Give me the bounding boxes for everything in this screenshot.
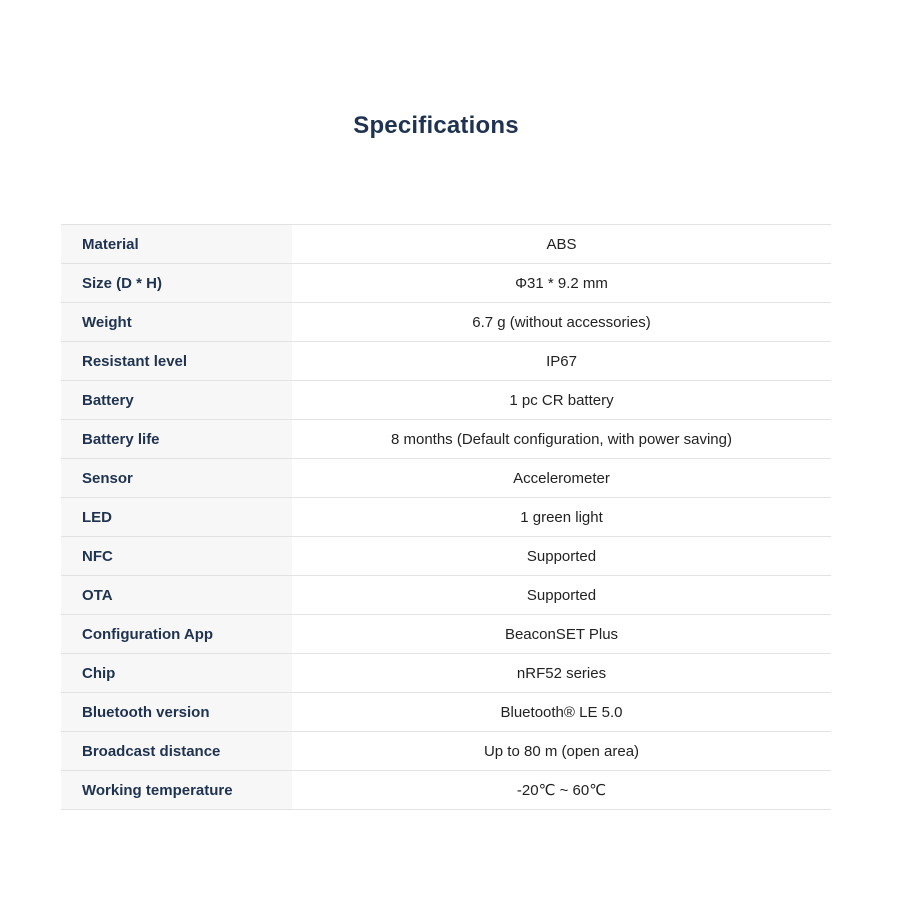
table-row (61, 693, 831, 732)
spec-value-battery-life: 8 months (Default configuration, with power saving) (292, 420, 831, 459)
table-row (61, 459, 831, 498)
table-row (61, 303, 831, 342)
spec-value-weight: 6.7 g (without accessories) (292, 303, 831, 342)
spec-value-material: ABS (292, 225, 831, 264)
spec-label-led: LED (61, 498, 292, 537)
table-row (61, 537, 831, 576)
spec-value-ota: Supported (292, 576, 831, 615)
table-row (61, 342, 831, 381)
spec-value-sensor: Accelerometer (292, 459, 831, 498)
spec-label-chip: Chip (61, 654, 292, 693)
spec-label-material: Material (61, 225, 292, 264)
spec-value-size: Φ31 * 9.2 mm (292, 264, 831, 303)
table-row (61, 420, 831, 459)
table-row (61, 771, 831, 810)
spec-label-battery-life: Battery life (61, 420, 292, 459)
table-row (61, 225, 831, 264)
spec-value-nfc: Supported (292, 537, 831, 576)
table-row (61, 732, 831, 771)
spec-label-battery: Battery (61, 381, 292, 420)
spec-label-resistant-level: Resistant level (61, 342, 292, 381)
table-row (61, 576, 831, 615)
table-row (61, 264, 831, 303)
spec-value-configuration-app: BeaconSET Plus (292, 615, 831, 654)
spec-label-size: Size (D * H) (61, 264, 292, 303)
spec-label-configuration-app: Configuration App (61, 615, 292, 654)
table-row (61, 654, 831, 693)
table-row (61, 498, 831, 537)
spec-label-bluetooth-version: Bluetooth version (61, 693, 292, 732)
specifications-table (61, 224, 831, 810)
spec-value-led: 1 green light (292, 498, 831, 537)
table-row (61, 381, 831, 420)
spec-value-broadcast-distance: Up to 80 m (open area) (292, 732, 831, 771)
spec-label-broadcast-distance: Broadcast distance (61, 732, 292, 771)
spec-label-working-temperature: Working temperature (61, 771, 292, 810)
spec-label-nfc: NFC (61, 537, 292, 576)
spec-value-working-temperature: -20℃ ~ 60℃ (292, 771, 831, 810)
page-title: Specifications (353, 112, 519, 140)
spec-label-sensor: Sensor (61, 459, 292, 498)
spec-label-ota: OTA (61, 576, 292, 615)
spec-label-weight: Weight (61, 303, 292, 342)
table-row (61, 615, 831, 654)
spec-value-resistant-level: IP67 (292, 342, 831, 381)
spec-value-bluetooth-version: Bluetooth® LE 5.0 (292, 693, 831, 732)
spec-value-chip: nRF52 series (292, 654, 831, 693)
spec-value-battery: 1 pc CR battery (292, 381, 831, 420)
